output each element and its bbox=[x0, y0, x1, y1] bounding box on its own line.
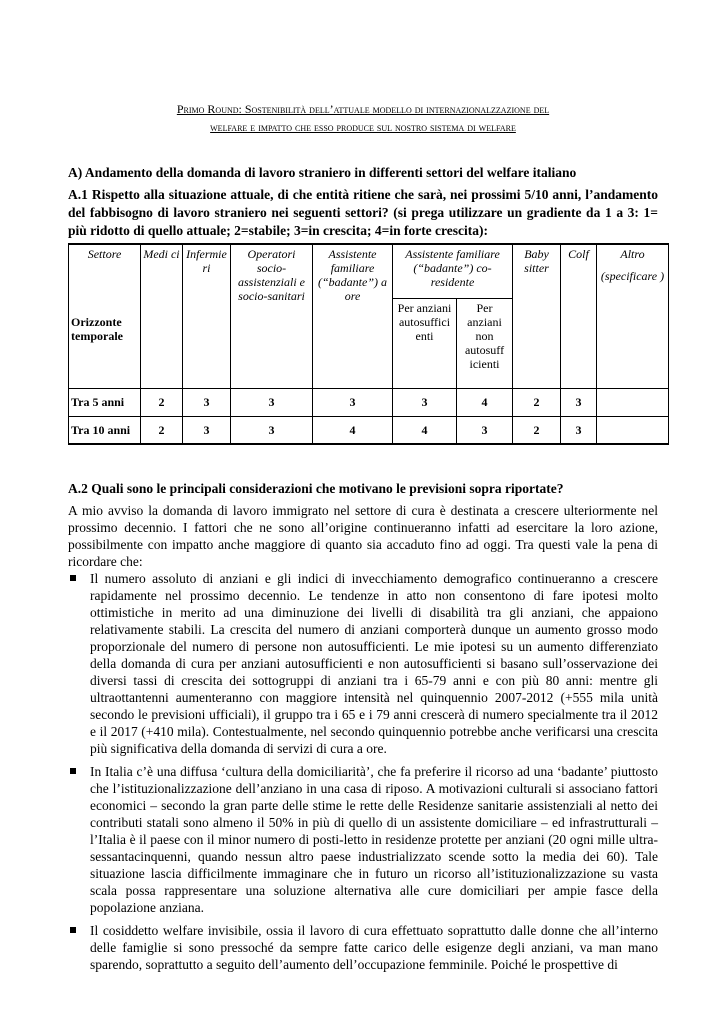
row-label: Tra 10 anni bbox=[69, 416, 141, 444]
list-item bbox=[68, 570, 658, 757]
bullet-square-icon bbox=[70, 768, 76, 774]
header-altro-specificare: (specificare ) bbox=[600, 269, 665, 283]
cell-assistente-ore: 4 bbox=[313, 416, 393, 444]
cell-colf: 3 bbox=[561, 416, 597, 444]
cell-altro bbox=[597, 388, 669, 416]
title-line-2: welfare e impatto che esso produce sul nostro sistema di welfare bbox=[210, 120, 516, 134]
cell-per-autosufficienti: 4 bbox=[393, 416, 457, 444]
header-per-autosufficienti: Per anziani autosuffici enti bbox=[393, 298, 457, 388]
cell-operatori: 3 bbox=[231, 388, 313, 416]
bullet-square-icon bbox=[70, 575, 76, 581]
header-assistente-coresidente: Assistente familiare (“badante”) co-residente bbox=[393, 244, 513, 298]
header-settore: Settore bbox=[87, 247, 122, 261]
forecast-table bbox=[68, 243, 669, 445]
cell-per-autosufficienti: 3 bbox=[393, 388, 457, 416]
cell-infermieri: 3 bbox=[183, 416, 231, 444]
cell-medici: 2 bbox=[141, 388, 183, 416]
header-assistente-ore: Assistente familiare (“badante”) a ore bbox=[313, 244, 393, 388]
table-row bbox=[69, 388, 669, 416]
cell-colf: 3 bbox=[561, 388, 597, 416]
bullet-square-icon bbox=[70, 927, 76, 933]
cell-per-non-autosufficienti: 4 bbox=[457, 388, 513, 416]
header-altro: Altro bbox=[620, 247, 645, 261]
round-title bbox=[68, 100, 658, 136]
cell-medici: 2 bbox=[141, 416, 183, 444]
list-item bbox=[68, 763, 658, 916]
header-orizzonte: Orizzonte temporale bbox=[71, 315, 123, 343]
header-per-non-autosufficienti: Per anziani non autosuff icienti bbox=[457, 298, 513, 388]
header-operatori: Operatori socio-assistenziali e socio-sanitari bbox=[231, 244, 313, 388]
cell-altro bbox=[597, 416, 669, 444]
header-colf: Colf bbox=[561, 244, 597, 388]
section-a-heading: A) Andamento della domanda di lavoro straniero in differenti settori del welfare italiano bbox=[68, 165, 577, 180]
bullet-text: Il numero assoluto di anziani e gli indici di invecchiamento demografico continueranno a crescere rapidamente nel prossimo decennio. Le tendenze in atto non consentono di fare ipotesi molto ottimistiche in merito ad una diminuzione dei livelli di disabilità tra gli anziani, che appaiono relativamente stabili. La crescita del numero di anziani comporterà dunque un aumento grosso modo proporzionale del numero di persone non autosufficienti. Le mie ipotesi su un aumento differenziato della domanda di cura per anziani autosufficienti e non autosufficienti si basano sull’osservazione dei diversi tassi di crescita dei sottogruppi di anziani tra i 65-79 anni e con più 80 anni: mentre gli ultraottantenni aumenteranno con maggiore intensità nel quinquennio 2007-2012 (+555 mila unità secondo le previsioni ufficiali), il gruppo tra i 65 e i 79 anni crescerà di numero specialmente tra il 2012 e il 2017 (+410 mila). Contestualmente, nel secondo quinquennio potrebbe anche verificarsi una crescita più significativa della domanda di servizi di cura a ore. bbox=[90, 571, 658, 756]
header-medici: Medi ci bbox=[141, 244, 183, 388]
question-a2: A.2 Quali sono le principali considerazioni che motivano le previsioni sopra riportate? bbox=[68, 481, 564, 496]
bullet-text: In Italia c’è una diffusa ‘cultura della domiciliarità’, che fa preferire il ricorso ad una ‘badante’ piuttosto che l’istituzionalizzazione dell’anziano in una casa di riposo. A motivazioni culturali si associano fattori economici – secondo la gran parte delle stime le rette delle Residenze sanitarie assistenziali al netto dei contributi statali sono almeno il 50% in più di quello di un assistente domiciliare – ed infrastrutturali – l’Italia è il paese con il minor numero di posti-letto in residenze protette per anziani (20 ogni mille ultra-sessantacinquenni, quando nessun altro paese industrializzato scende sotto la media dei 60). Tale situazione lascia difficilmente immaginare che in futuro un ricorso all’istituzionalizzazione su vasta scala possa rappresentare una soluzione alternativa alle cure domiciliari per ampie fasce della popolazione anziana. bbox=[90, 764, 658, 915]
header-settore-cell bbox=[69, 244, 141, 388]
cell-assistente-ore: 3 bbox=[313, 388, 393, 416]
cell-per-non-autosufficienti: 3 bbox=[457, 416, 513, 444]
header-infermieri: Infermie ri bbox=[183, 244, 231, 388]
header-altro-cell bbox=[597, 244, 669, 388]
considerations-list bbox=[68, 570, 658, 979]
row-label: Tra 5 anni bbox=[69, 388, 141, 416]
intro-paragraph: A mio avviso la domanda di lavoro immigrato nel settore di cura è destinata a crescere ulteriormente nel prossimo decennio. I fattori che ne sono all’origine continueranno infatti ad esercitare la loro azione, possibilmente con impatto anche maggiore di quanto sia accaduto fino ad oggi. Tra questi vale la pena di ricordare che: bbox=[68, 503, 658, 569]
question-a1: A.1 Rispetto alla situazione attuale, di che entità ritiene che sarà, nei prossimi 5/10 anni, l’andamento del fabbisogno di lavoro straniero nei seguenti settori? (si prega utilizzare un gradiente da 1 a 3: 1= più ridotto di quello attuale; 2=stabile; 3=in crescita; 4=in forte crescita): bbox=[68, 187, 658, 238]
cell-operatori: 3 bbox=[231, 416, 313, 444]
title-line-1: Primo Round: Sostenibilità dell’attuale modello di internazionalzzazione del bbox=[176, 102, 550, 116]
header-baby-sitter: Baby sitter bbox=[513, 244, 561, 388]
cell-infermieri: 3 bbox=[183, 388, 231, 416]
list-item bbox=[68, 922, 658, 973]
table-row bbox=[69, 416, 669, 444]
cell-baby-sitter: 2 bbox=[513, 416, 561, 444]
bullet-text: Il cosiddetto welfare invisibile, ossia il lavoro di cura effettuato soprattutto dalle donne che all’interno delle famiglie si sono pressoché da sempre fatte carico delle esigenze degli anziani, va man mano sparendo, soprattutto a seguito dell’aumento dell’occupazione femminile. Poiché le prospettive di bbox=[90, 923, 658, 972]
cell-baby-sitter: 2 bbox=[513, 388, 561, 416]
